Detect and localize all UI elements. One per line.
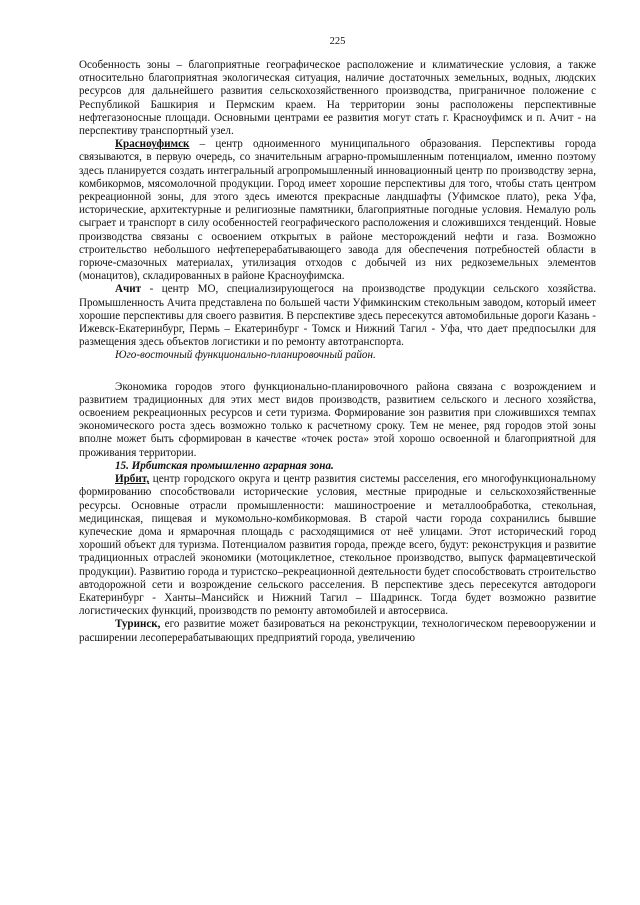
paragraph-intro: Особенность зоны – благоприятные географическое расположение и климатические условия, а также относительно благоприятная экологическая ситуация, наличие достаточных земельных, водных, людских ресурсов для дальнейшего развития сельскохозяйственного производства, приграничное положение с Республикой Башкирия и Пермским краем. На территории зоны расположены перспективные нефтегазоносные площади. Основными центрами ее развития могут стать г. Красноуфимск и п. Ачит - на перспективу транспортный узел. [79,59,596,138]
paragraph-irbit [79,473,596,618]
paragraph-krasnoufimsk [79,138,596,283]
paragraph-achit [79,283,596,349]
city-name-turinsk: Туринск, [115,618,161,631]
paragraph-turinsk [79,618,596,644]
paragraph-southeast: Экономика городов этого функционально-планировочного района связана с возрождением и развитием традиционных для этих мест видов производств, развитием сельского и лесного хозяйства, освоением рекреационных ресурсов и сети туризма. Формирование зон развития при сложившихся темпах экономического роста здесь возможно только к расчетному сроку. Тем не менее, ряд городов этой зоны вполне может быть сформирован в качестве «точек роста» этой хорошо освоенной и благоприятной для проживания территории. [79,380,596,459]
irbit-text: центр городского округа и центр развития системы расселения, его многофункциональному формированию способствовали исторические условия, местные природные и сельскохозяйственные ресурсы. Основные отрасли промышленности: машиностроение и металлообработка, стекольная, медицинская, пищевая и мукомольно-комбикормовая. В старой части города сохранились бывшие купеческие дома и ярмарочная площадь с расходящимися от неё улицами. Этот исторический город хороший объект для туризма. Потенциалом развития города, прежде всего, будут: реконструкция и развитие традиционных отраслей экономики (мотоциклетное, стекольное производство, выпуск фармацевтической продукции). Развитию города и туристско–рекреационной деятельности будет способствовать строительство автодорожной сети и возрождение сельского расселения. В перспективе здесь пересекутся автодороги Екатеринбург - Ханты–Мансийск и Нижний Тагил – Шадринск. Тогда будет возможно развитие логистических функций, производств по ремонту автомобилей и автосервиса. [79,473,596,618]
city-name-krasnoufimsk: Красноуфимск [115,138,190,151]
achit-text: - центр МО, специализирующегося на производстве продукции сельского хозяйства. Промышленность Ачита представлена по большей части Уфимкинским стекольным заводом, который имеет хорошие перспективы для своего развития. В перспективе здесь пересекутся автомобильные дороги Казань - Ижевск-Екатеринбург, Пермь – Екатеринбург - Томск и Нижний Тагил - Уфа, что дает предпосылки для размещения здесь объектов логистики и по ремонту автотранспорта. [79,283,596,349]
zone-heading: 15. Ирбитская промышленно аграрная зона. [115,459,334,472]
subheading-southeast: Юго-восточный функционально-планировочный район. [115,349,376,362]
krasnoufimsk-text: – центр одноименного муниципального образования. Перспективы города связываются, в первую очередь, со значительным аграрно-промышленным потенциалом, именно поэтому здесь планируется создать интегральный агропромышленный инновационный центр по производству зерна, комбикормов, мясомолочной продукции. Город имеет хорошие перспективы для того, чтобы стать центром рекреационной зоны, для этого здесь имеются прекрасные ландшафты (Уфимское плато), река Уфа, исторические, архитектурные и религиозные памятники, благоприятные погодные условия. Немалую роль сыграет и транспорт в силу особенностей географического расположения и сложившихся тенденций. Новые производства связаны с освоением открытых в районе месторождений нефти и газа. Возможно строительство небольшого нефтеперерабатывающего завода для обеспечения потребностей области в горюче-смазочных материалах, утилизация отходов с добычей из них редкоземельных элементов (монацитов), складированных в районе Красноуфимска. [79,138,596,283]
city-name-irbit: Ирбит, [115,473,150,486]
turinsk-text: его развитие может базироваться на реконструкции, технологическом перевооружении и расширении лесоперерабатывающих предприятий города, увеличению [79,618,596,644]
page-number: 225 [329,36,346,47]
city-name-achit: Ачит [115,283,142,296]
